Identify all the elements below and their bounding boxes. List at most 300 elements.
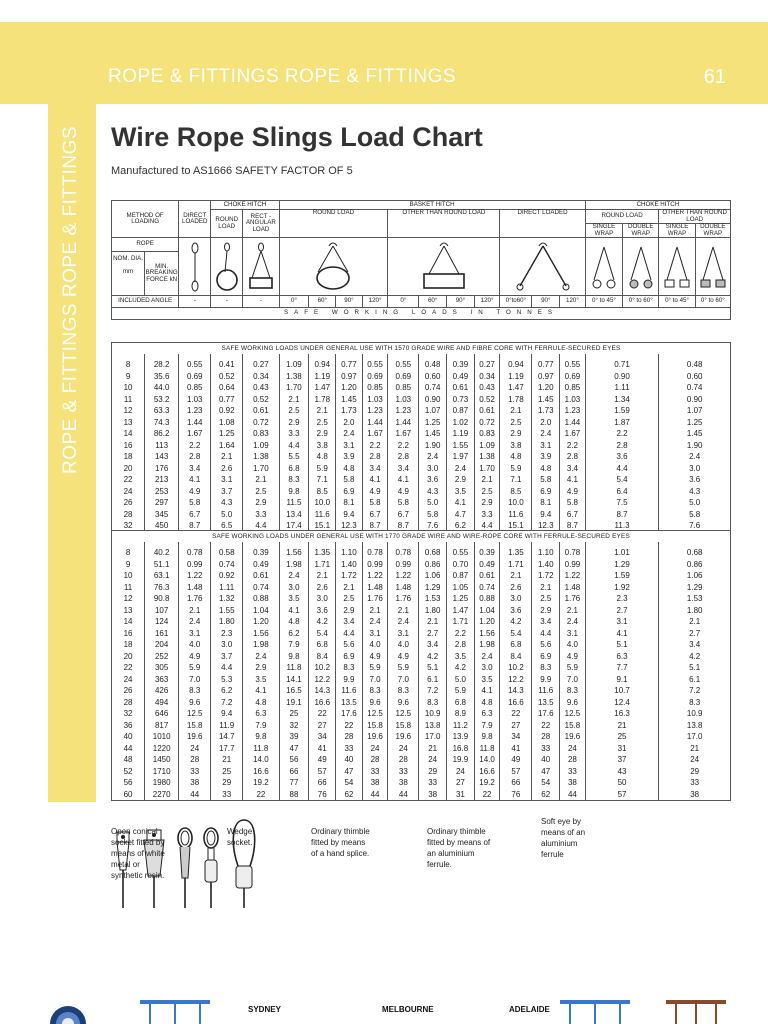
table-cell: 36 (112, 720, 145, 732)
table-cell: 6.8 (447, 697, 475, 709)
table-cell: 86.2 (145, 428, 179, 440)
diagram-direct-2 (500, 238, 585, 296)
hdr-choke-other: OTHER THAN ROUND LOAD (659, 210, 731, 224)
table-cell: 2.0 (532, 417, 560, 429)
table-cell: 24 (112, 486, 145, 498)
table-cell: 2.8 (179, 451, 211, 463)
table-cell: 2.4 (560, 616, 586, 628)
table-cell: 1.09 (279, 354, 309, 371)
table-cell: 0.83 (474, 428, 500, 440)
table-cell: 1.38 (279, 371, 309, 383)
table-cell: 1.29 (659, 582, 731, 594)
table-row (112, 497, 731, 509)
table-cell: 15.1 (309, 520, 336, 532)
table-cell: 4.3 (659, 486, 731, 498)
table-cell: 0.88 (243, 593, 279, 605)
table-cell: 24 (362, 743, 388, 755)
table-cell: 0.61 (243, 570, 279, 582)
table-cell: 33 (560, 766, 586, 778)
table-cell: 0.70 (447, 559, 475, 571)
table-cell: 0.74 (243, 582, 279, 594)
table-cell: 0.60 (419, 371, 447, 383)
table-cell: 24 (659, 754, 731, 766)
hdr-included-angle: INCLUDED ANGLE (112, 296, 179, 308)
table-cell: 21 (585, 720, 659, 732)
table-cell: 1.25 (419, 417, 447, 429)
table-cell: 44 (560, 789, 586, 801)
table-cell: 16.6 (309, 697, 336, 709)
table-cell: 1.44 (179, 417, 211, 429)
table-cell: 0.71 (585, 354, 659, 371)
table-cell: 22 (474, 789, 500, 801)
fitting-open-socket (111, 826, 171, 881)
table-cell: 5.0 (447, 674, 475, 686)
table-cell: 34 (309, 731, 336, 743)
table-cell: 1.90 (419, 440, 447, 452)
table-cell: 4.4 (279, 440, 309, 452)
table-cell: 4.0 (362, 639, 388, 651)
table-cell: 4.4 (243, 520, 279, 532)
table-cell: 7.7 (585, 662, 659, 674)
table-cell: 90.8 (145, 593, 179, 605)
table-cell: 1.48 (179, 582, 211, 594)
table-cell: 4.0 (560, 639, 586, 651)
table-cell: 26 (112, 497, 145, 509)
table-cell: 2.1 (500, 570, 532, 582)
table-cell: 4.1 (279, 605, 309, 617)
table-cell: 15.8 (388, 720, 419, 732)
table-cell: 6.2 (447, 520, 475, 532)
table-cell: 76 (500, 789, 532, 801)
table-cell: 2.6 (309, 582, 336, 594)
table-row (112, 674, 731, 686)
table-cell: 33 (388, 766, 419, 778)
table-cell: 74.3 (145, 417, 179, 429)
table-cell: 33 (179, 766, 211, 778)
table-cell: 4.2 (447, 662, 475, 674)
table-cell: 21 (419, 743, 447, 755)
table-cell: 8.3 (532, 662, 560, 674)
table-cell: 11.9 (211, 720, 243, 732)
table-cell: 1.06 (419, 570, 447, 582)
diagram-choke-round (211, 238, 243, 296)
included-angle-cell: 120° (474, 296, 500, 308)
table-cell: 0.64 (211, 382, 243, 394)
table-cell: 176 (145, 463, 179, 475)
table-row (112, 766, 731, 778)
table-cell: 28 (112, 697, 145, 709)
table-cell: 7.9 (474, 720, 500, 732)
table-cell: 6.9 (532, 651, 560, 663)
table-cell: 38 (362, 777, 388, 789)
table-cell: 1.38 (243, 451, 279, 463)
table-cell: 28 (532, 731, 560, 743)
table-cell: 0.55 (447, 542, 475, 559)
table-cell: 12.5 (560, 708, 586, 720)
table-cell: 1.20 (243, 616, 279, 628)
table-cell: 8.4 (500, 651, 532, 663)
table-cell: 1.01 (585, 542, 659, 559)
table-cell: 22 (112, 474, 145, 486)
table-cell: 1.09 (474, 440, 500, 452)
table-cell: 6.7 (179, 509, 211, 521)
table-cell: 17.6 (336, 708, 363, 720)
included-angle-cell: 120° (560, 296, 586, 308)
table-cell: 0.72 (474, 417, 500, 429)
table-cell: 12.4 (585, 697, 659, 709)
table-cell: 3.6 (585, 451, 659, 463)
table-cell: 57 (309, 766, 336, 778)
table-cell: 13.8 (659, 720, 731, 732)
table-cell: 1.07 (659, 405, 731, 417)
table-cell: 47 (279, 743, 309, 755)
table-cell: 1.47 (309, 382, 336, 394)
table-cell: 49 (309, 754, 336, 766)
table-cell: 13.8 (419, 720, 447, 732)
table-cell: 6.3 (243, 708, 279, 720)
table-cell: 0.94 (500, 354, 532, 371)
table-row (112, 708, 731, 720)
table-cell: 3.4 (560, 463, 586, 475)
hdr-basket-other: OTHER THAN ROUND LOAD (388, 210, 500, 238)
table-cell: 8.4 (309, 651, 336, 663)
table-cell: 9.9 (532, 674, 560, 686)
table-cell: 2.1 (419, 616, 447, 628)
table-cell: 2.5 (309, 417, 336, 429)
hdr-double-wrap-2: DOUBLE WRAP (695, 224, 730, 238)
table-cell: 0.74 (659, 382, 731, 394)
table-cell: 0.48 (659, 354, 731, 371)
diagram-choke-rect (243, 238, 279, 296)
table-cell: 33 (659, 777, 731, 789)
hdr-choke-hitch: CHOKE HITCH (211, 201, 279, 210)
table-cell: 2.4 (279, 570, 309, 582)
table-cell: 1980 (145, 777, 179, 789)
section2-title: SAFE WORKING LOADS UNDER GENERAL USE WITH 1770 GRADE WIRE AND WIRE-ROPE CORE WITH FERRULE-SECURED EYES (111, 530, 731, 542)
table-cell: 0.68 (419, 542, 447, 559)
included-angle-cell: 90° (336, 296, 363, 308)
swl-banner: SAFE WORKING LOADS IN TONNES (112, 308, 731, 320)
diagram-direct (179, 238, 211, 296)
table-cell: 8.3 (179, 685, 211, 697)
table-cell: 41 (309, 743, 336, 755)
table-cell: 44 (362, 789, 388, 801)
table-cell: 28.2 (145, 354, 179, 371)
table-row (112, 486, 731, 498)
table-cell: 13 (112, 417, 145, 429)
diagram-basket-round (279, 238, 388, 296)
table-cell: 11.6 (532, 685, 560, 697)
table-cell: 3.1 (388, 628, 419, 640)
table-cell: 14.3 (309, 685, 336, 697)
table-cell: 38 (659, 789, 731, 801)
table-cell: 16 (112, 440, 145, 452)
top-banner (0, 22, 768, 104)
table-cell: 4.8 (279, 616, 309, 628)
table-cell: 14 (112, 616, 145, 628)
table-cell: 2.4 (474, 651, 500, 663)
table-cell: 24 (112, 674, 145, 686)
table-cell: 9.8 (243, 731, 279, 743)
table-cell: 0.34 (474, 371, 500, 383)
table-cell: 10 (112, 382, 145, 394)
table-cell: 10 (112, 570, 145, 582)
table-cell: 32 (112, 708, 145, 720)
table-cell: 5.9 (179, 662, 211, 674)
table-cell: 0.52 (211, 371, 243, 383)
table-cell: 2.9 (279, 417, 309, 429)
table-cell: 8 (112, 542, 145, 559)
table-cell: 0.92 (211, 570, 243, 582)
table-cell: 1.44 (560, 417, 586, 429)
table-cell: 17.0 (419, 731, 447, 743)
table-cell: 4.8 (474, 697, 500, 709)
thimble-splice-icon (174, 826, 196, 910)
included-angle-cell: - (243, 296, 279, 308)
table-cell: 19.2 (474, 777, 500, 789)
table-cell: 1.02 (447, 417, 475, 429)
table-cell: 3.0 (211, 639, 243, 651)
table-row (112, 731, 731, 743)
table-cell: 1.11 (585, 382, 659, 394)
hdr-rope: ROPE (112, 238, 179, 252)
table-row (112, 474, 731, 486)
table-cell: 33 (211, 789, 243, 801)
table-cell: 26 (112, 685, 145, 697)
table-cell: 3.4 (419, 639, 447, 651)
table-cell: 3.6 (500, 605, 532, 617)
table-cell: 2.4 (659, 451, 731, 463)
table-cell: 16.8 (447, 743, 475, 755)
table-cell: 5.4 (309, 628, 336, 640)
table-cell: 18 (112, 639, 145, 651)
table-cell: 19.6 (388, 731, 419, 743)
table-cell: 9.8 (279, 651, 309, 663)
table-cell: 1.20 (336, 382, 363, 394)
table-cell: 4.4 (336, 628, 363, 640)
fitting-text: Soft eye by means of an aluminium ferrule (541, 817, 586, 859)
table-cell: 12.5 (362, 708, 388, 720)
table-cell: 1.45 (419, 428, 447, 440)
table-cell: 3.0 (474, 662, 500, 674)
table-cell: 57 (500, 766, 532, 778)
table-cell: 2.2 (585, 428, 659, 440)
side-banner-title: ROPE & FITTINGS ROPE & FITTINGS (60, 125, 81, 475)
table-cell: 0.97 (532, 371, 560, 383)
table-row (112, 697, 731, 709)
table-cell: 11.3 (585, 520, 659, 532)
table-cell: 44 (179, 789, 211, 801)
table-cell: 1.35 (500, 542, 532, 559)
table-cell: 25 (585, 731, 659, 743)
table-row (112, 605, 731, 617)
table-cell: 19.6 (362, 731, 388, 743)
table-cell: 54 (336, 777, 363, 789)
table-cell: 0.86 (419, 559, 447, 571)
table-cell: 2.4 (336, 428, 363, 440)
table-cell: 0.77 (532, 354, 560, 371)
table-cell: 1.73 (532, 405, 560, 417)
table-cell: 12 (112, 593, 145, 605)
table-cell: 1.34 (585, 394, 659, 406)
table-cell: 3.6 (419, 474, 447, 486)
table-cell: 4.9 (362, 486, 388, 498)
table-cell: 13.4 (279, 509, 309, 521)
table-cell: 11.6 (500, 509, 532, 521)
table-cell: 0.78 (362, 542, 388, 559)
table-cell: 29 (419, 766, 447, 778)
table-cell: 33 (336, 743, 363, 755)
table-cell: 1.59 (585, 405, 659, 417)
table-cell: 2.6 (211, 463, 243, 475)
included-angle-cell: - (179, 296, 211, 308)
table-cell: 8.7 (560, 520, 586, 532)
table-row (112, 639, 731, 651)
table-cell: 3.0 (419, 463, 447, 475)
table-cell: 29 (211, 777, 243, 789)
table-cell: 15.8 (179, 720, 211, 732)
table-cell: 11.6 (309, 509, 336, 521)
table-cell: 2.4 (419, 451, 447, 463)
hdr-round-load: ROUND LOAD (211, 210, 243, 238)
table-cell: 4.9 (362, 651, 388, 663)
table-cell: 5.9 (447, 685, 475, 697)
table-cell: 0.74 (474, 582, 500, 594)
included-angle-cell: 0° to 60° (623, 296, 659, 308)
table-row (112, 559, 731, 571)
table-cell: 1.22 (388, 570, 419, 582)
table-cell: 0.85 (362, 382, 388, 394)
table-cell: 9.8 (474, 731, 500, 743)
table-cell: 1.48 (388, 582, 419, 594)
table-cell: 0.74 (419, 382, 447, 394)
table-cell: 1.23 (362, 405, 388, 417)
table-cell: 2.1 (532, 582, 560, 594)
table-cell: 10.9 (419, 708, 447, 720)
thimble-ferrule-icon (200, 826, 222, 910)
table-cell: 4.9 (179, 651, 211, 663)
table-cell: 4.9 (560, 651, 586, 663)
table-cell: 4.1 (388, 474, 419, 486)
table-cell: 28 (112, 509, 145, 521)
table-cell: 4.4 (532, 628, 560, 640)
table-cell: 47 (532, 766, 560, 778)
table-cell: 3.5 (447, 651, 475, 663)
table-row (112, 354, 731, 371)
table-cell: 3.0 (279, 582, 309, 594)
included-angle-cell: 0°to60° (500, 296, 532, 308)
table-cell: 2.3 (211, 628, 243, 640)
table-cell: 1.45 (336, 394, 363, 406)
table-cell: 44 (388, 789, 419, 801)
table-cell: 5.3 (211, 674, 243, 686)
table-cell: 1.19 (447, 428, 475, 440)
table-cell: 8.7 (585, 509, 659, 521)
table-cell: 3.7 (211, 651, 243, 663)
table-cell: 0.43 (243, 382, 279, 394)
table-cell: 345 (145, 509, 179, 521)
table-cell: 5.9 (560, 662, 586, 674)
table-cell: 22 (243, 789, 279, 801)
table-cell: 8.5 (309, 486, 336, 498)
table-cell: 66 (500, 777, 532, 789)
table-cell: 7.9 (243, 720, 279, 732)
table-cell: 8.1 (532, 497, 560, 509)
table-cell: 22 (532, 720, 560, 732)
table-cell: 1.80 (419, 605, 447, 617)
table-cell: 2.9 (243, 662, 279, 674)
table-cell: 44.0 (145, 382, 179, 394)
table-cell: 1.71 (309, 559, 336, 571)
table-cell: 1.40 (336, 559, 363, 571)
table-cell: 1.20 (474, 616, 500, 628)
table-cell: 305 (145, 662, 179, 674)
table-cell: 14.0 (243, 754, 279, 766)
table-cell: 2.5 (500, 417, 532, 429)
table-cell: 0.52 (243, 394, 279, 406)
table-cell: 6.4 (585, 486, 659, 498)
table-cell: 19.6 (179, 731, 211, 743)
table-cell: 3.1 (211, 474, 243, 486)
table-cell: 1.32 (211, 593, 243, 605)
table-cell: 1.80 (659, 605, 731, 617)
table-cell: 1.35 (309, 542, 336, 559)
table-cell: 24 (447, 766, 475, 778)
table-cell: 3.9 (336, 451, 363, 463)
table-cell: 9.9 (336, 674, 363, 686)
table-cell: 38 (388, 777, 419, 789)
table-cell: 8.3 (419, 697, 447, 709)
footer-city-adelaide: ADELAIDE (509, 1005, 550, 1014)
table-cell: 3.1 (585, 616, 659, 628)
table-cell: 0.85 (560, 382, 586, 394)
table-cell: 5.8 (336, 474, 363, 486)
table-cell: 3.1 (179, 628, 211, 640)
table-cell: 1.70 (474, 463, 500, 475)
table-cell: 1010 (145, 731, 179, 743)
table-cell: 5.8 (419, 509, 447, 521)
table-cell: 12.5 (388, 708, 419, 720)
hdr-choke-round: ROUND LOAD (585, 210, 659, 224)
table-cell: 1.64 (211, 440, 243, 452)
table-cell: 2.8 (447, 639, 475, 651)
table-cell: 5.1 (659, 662, 731, 674)
table-cell: 3.6 (309, 605, 336, 617)
table-cell: 1.55 (211, 605, 243, 617)
table-cell: 2.0 (336, 417, 363, 429)
table-cell: 1.22 (362, 570, 388, 582)
table-cell: 40.2 (145, 542, 179, 559)
table-cell: 9.6 (388, 697, 419, 709)
table-cell: 2.8 (388, 451, 419, 463)
table-cell: 9.6 (560, 697, 586, 709)
table-cell: 57 (585, 789, 659, 801)
section2-table (111, 542, 731, 801)
table-cell: 7.0 (560, 674, 586, 686)
included-angle-cell: 90° (532, 296, 560, 308)
table-cell: 4.1 (585, 628, 659, 640)
table-cell: 3.6 (659, 474, 731, 486)
table-cell: 8.3 (388, 685, 419, 697)
table-cell: 1.38 (474, 451, 500, 463)
table-cell: 1450 (145, 754, 179, 766)
table-cell: 0.39 (447, 354, 475, 371)
table-cell: 0.86 (659, 559, 731, 571)
table-cell: 10.2 (309, 662, 336, 674)
table-cell: 9.4 (336, 509, 363, 521)
included-angle-cell: 0° (388, 296, 419, 308)
table-cell: 10.7 (585, 685, 659, 697)
